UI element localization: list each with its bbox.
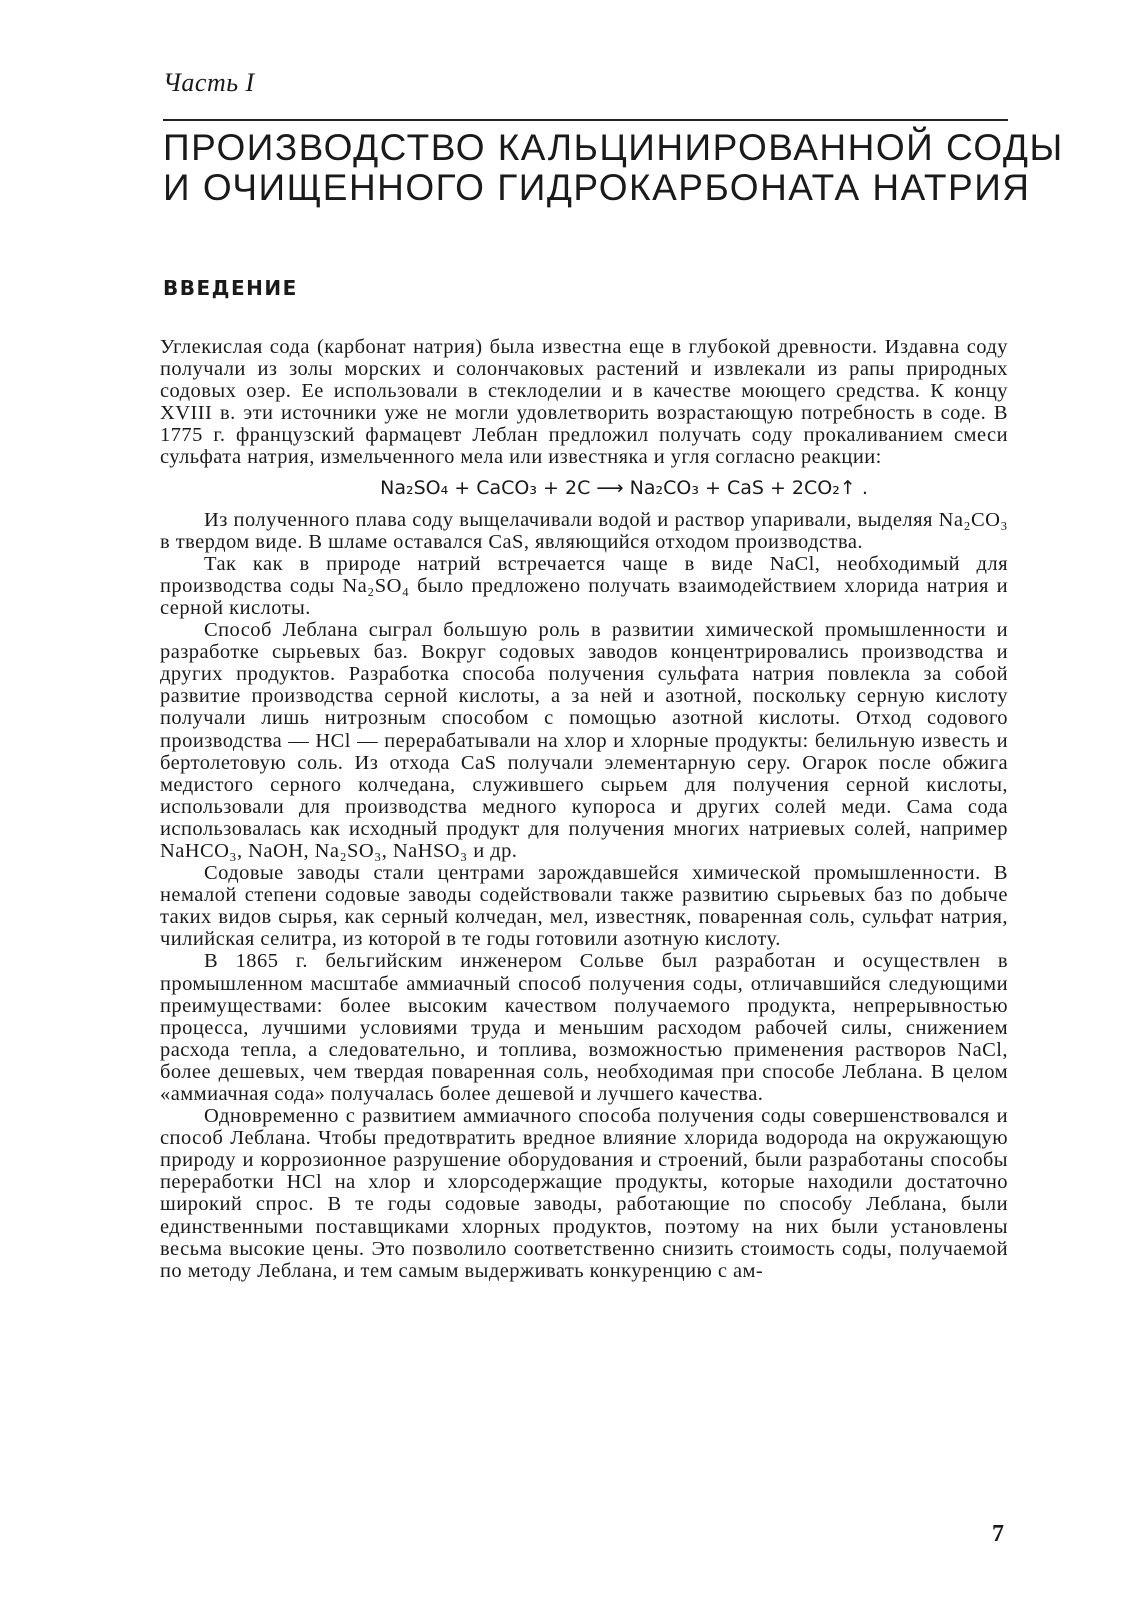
part-label: Часть I xyxy=(163,68,255,97)
header-rule xyxy=(163,119,1008,121)
paragraph-7: Одновременно с развитием аммиачного способа получения соды совершенствовался и способ Леблана. Чтобы предотвратить вредное влияние хлорида водорода на окружающую природу и коррозионное разрушение оборудования и строений, были разработаны способы переработки HCl на хлор и хлорсодержащие продукты, которые находили достаточно широкий спрос. В те годы содовые заводы, работающие по способу Леблана, были единственными поставщиками хлорных продуктов, поэтому на них были установлены весьма высокие цены. Это позволило соответственно снизить стоимость соды, получаемой по методу Леблана, и тем самым выдерживать конкуренцию с ам- xyxy=(160,1105,1008,1282)
page-number: 7 xyxy=(992,1521,1004,1547)
reaction-equation: Na₂SO₄ + CaCO₃ + 2C ⟶ Na₂CO₃ + CaS + 2CO₂↑ . xyxy=(380,476,868,499)
paragraph-1: Углекислая сода (карбонат натрия) была известна еще в глубокой древности. Издавна соду получали из золы морских и солончаковых растений и извлекали из рапы природных содовых озер. Ее использовали в стеклоделии и в качестве моющего средства. К концу XVIII в. эти источники уже не могли удовлетворить возрастающую потребность в соде. В 1775 г. французский фармацевт Леблан предложил получать соду прокаливанием смеси сульфата натрия, измельченного мела или известняка и угля согласно реакции: xyxy=(160,336,1008,469)
paragraph-6: В 1865 г. бельгийским инженером Сольве был разработан и осуществлен в промышленном масштабе аммиачный способ получения соды, отличавшийся следующими преимуществами: более высоким качеством получаемого продукта, непрерывностью процесса, лучшими условиями труда и меньшим расходом рабочей силы, снижением расхода тепла, а следовательно, и топлива, возможностью применения растворов NaCl, более дешевых, чем твердая поваренная соль, необходимая при способе Леблана. В целом «аммиачная сода» получалась более дешевой и лучшего качества. xyxy=(160,950,1008,1105)
paragraph-2: Из полученного плава соду выщелачивали водой и раствор упаривали, выделяя Na₂CO₃ в твердом виде. В шламе оставался CaS, являющийся отходом производства. xyxy=(160,508,1008,553)
body-text xyxy=(160,336,1008,1282)
chapter-title-line-2: И ОЧИЩЕННОГО ГИДРОКАРБОНАТА НАТРИЯ xyxy=(163,167,1031,208)
paragraph-3: Так как в природе натрий встречается чаще в виде NaCl, необходимый для производства соды Na₂SO₄ было предложено получать взаимодействием хлорида натрия и серной кислоты. xyxy=(160,552,1008,619)
chapter-title xyxy=(163,127,1064,208)
paragraph-5: Содовые заводы стали центрами зарождавшейся химической промышленности. В немалой степени содовые заводы содействовали также развитию сырьевых баз по добыче таких видов сырья, как серный колчедан, мел, известняк, поваренная соль, сульфат натрия, чилийская селитра, из которой в те годы готовили азотную кислоту. xyxy=(160,862,1008,951)
section-heading: ВВЕДЕНИЕ xyxy=(163,276,298,300)
chapter-title-line-1: ПРОИЗВОДСТВО КАЛЬЦИНИРОВАННОЙ СОДЫ xyxy=(163,127,1064,168)
paragraph-4: Способ Леблана сыграл большую роль в развитии химической промышленности и разработке сырьевых баз. Вокруг содовых заводов концентрировались производства и других продуктов. Разработка способа получения сульфата натрия повлекла за собой развитие производства серной кислоты, а за ней и азотной, поскольку серную кислоту получали лишь нитрозным способом с помощью азотной кислоты. Отход содового производства — HCl — перерабатывали на хлор и хлорные продукты: белильную известь и бертолетовую соль. Из отхода CaS получали элементарную серу. Огарок после обжига медистого серного колчедана, служившего сырьем для получения серной кислоты, использовали для производства медного купороса и других солей меди. Сама сода использовалась как исходный продукт для получения многих натриевых солей, например NaHCO₃, NaOH, Na₂SO₃, NaHSO₃ и др. xyxy=(160,619,1008,862)
